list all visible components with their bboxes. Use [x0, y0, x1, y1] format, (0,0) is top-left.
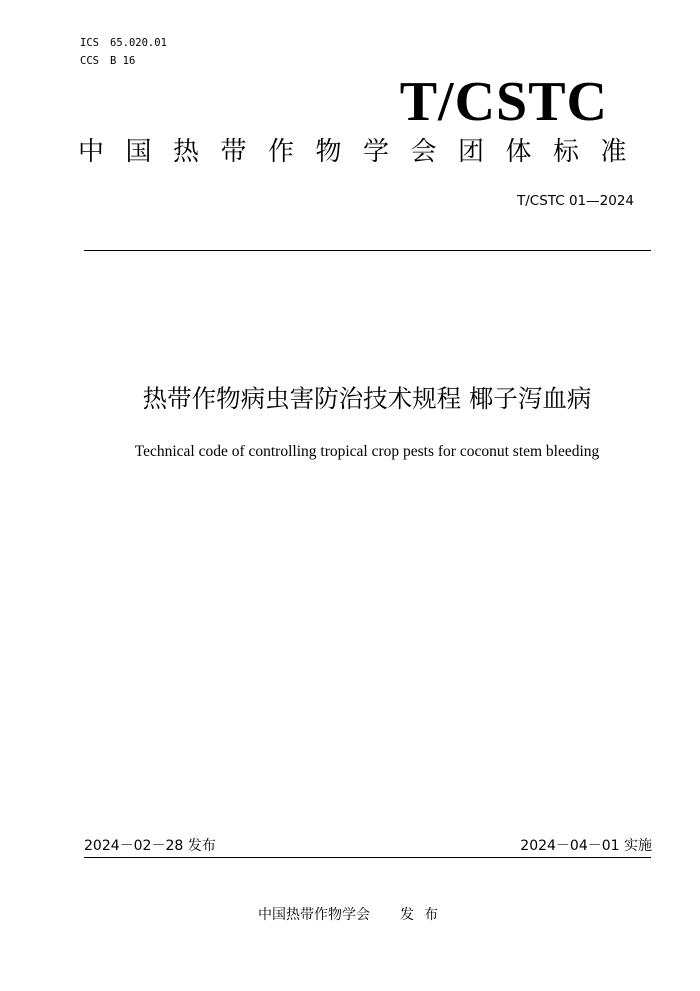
ics-value: 65.020.01: [110, 37, 167, 49]
issuer-action: 发布: [400, 907, 448, 923]
ics-line: [80, 34, 167, 52]
ccs-label: CCS: [80, 55, 99, 67]
bottom-divider: [84, 857, 651, 858]
ccs-value: B 16: [110, 55, 136, 67]
document-title-english: Technical code of controlling tropical crop pests for coconut stem bleeding: [134, 443, 600, 460]
ics-label: ICS: [80, 37, 99, 49]
standard-number: T/CSTC 01—2024: [517, 193, 634, 209]
ccs-line: [80, 52, 167, 70]
classification-codes: [80, 34, 167, 70]
standard-logo: T/CSTC: [399, 71, 608, 133]
organization-title: 中国热带作物学会团体标准: [78, 137, 649, 167]
issuer-line: [258, 905, 448, 925]
release-date: 2024－02－28 发布: [84, 838, 216, 854]
issuer-name: 中国热带作物学会: [258, 907, 370, 923]
implementation-date: 2024－04－01 实施: [520, 838, 652, 854]
top-divider: [84, 250, 651, 251]
document-title-chinese: 热带作物病虫害防治技术规程 椰子泻血病: [142, 384, 592, 413]
